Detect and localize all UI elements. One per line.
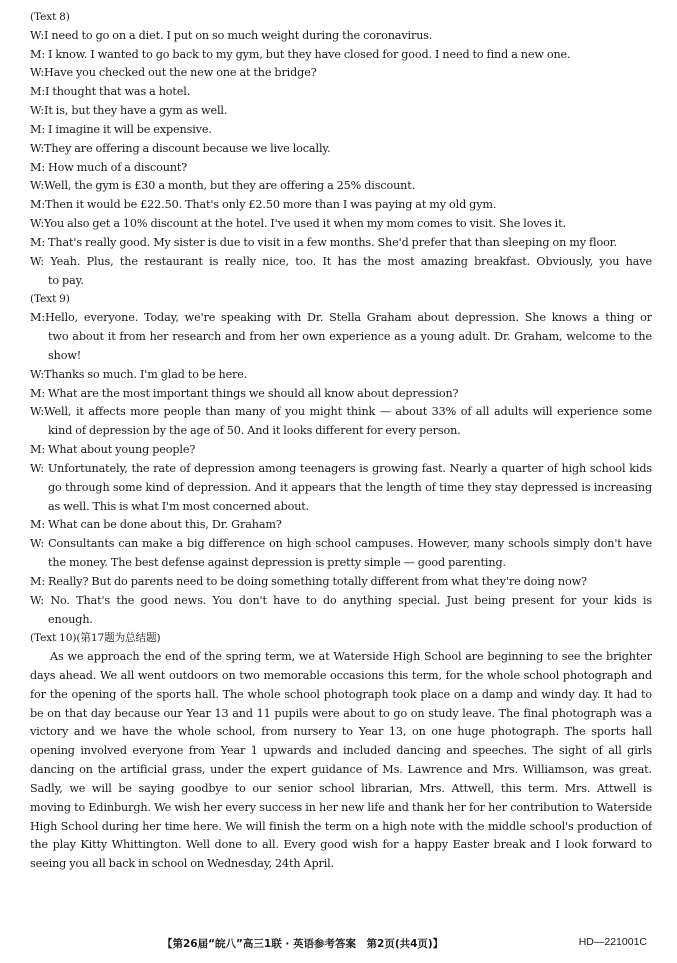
text8-heading: (Text 8) [30, 11, 70, 23]
text9-line: W:Well, it affects more people than many of you might think — about 33% of all adults will experience some [30, 405, 652, 419]
text9-line: kind of depression by the age of 50. And it looks different for every person. [48, 424, 461, 438]
text9-line: M:Hello, everyone. Today, we're speaking with Dr. Stella Graham about depression. She knows a thing or [30, 311, 652, 325]
text9-line: enough. [48, 612, 93, 626]
text10-line: victory and we have the whole school, from nursery to Year 13, on one huge photograph. The sports hall [30, 725, 652, 739]
text10-heading: (Text 10)(第17题为总结题) [30, 632, 161, 645]
text10-line: seeing you all back in school on Wednesday, 24th April. [30, 857, 335, 871]
text8-line: W: Yeah. Plus, the restaurant is really nice, too. It has the most amazing breakfast. Obviously, you have [30, 254, 652, 268]
text9-line: as well. This is what I'm most concerned about. [48, 499, 310, 513]
text9-line: M: Really? But do parents need to be doing something totally different from what they're doing now? [30, 574, 587, 588]
transcript-body [30, 8, 652, 874]
text9-line: show! [48, 348, 82, 362]
text8-line: W:Well, the gym is £30 a month, but they are offering a 25% discount. [30, 179, 416, 193]
text8-line: to pay. [48, 273, 84, 287]
text10-line: for the opening of the sports hall. The whole school photograph took place on a damp and windy day. It had to [30, 687, 652, 701]
text9-line: M: What can be done about this, Dr. Graham? [30, 518, 282, 532]
text10-line: opening involved everyone from Year 1 upwards and included dancing and speeches. The sight of all girls [30, 744, 652, 758]
text10-line: days ahead. We all went outdoors on two memorable occasions this term, for the whole school photograph and [30, 668, 652, 682]
text8-line: M: I know. I wanted to go back to my gym, but they have closed for good. I need to find a new one. [30, 47, 571, 61]
text10-line: be on that day because our Year 13 and 11 pupils were about to go on study leave. The final photograph was a [30, 706, 652, 720]
text10-line: As we approach the end of the spring term, we at Waterside High School are beginning to see the brighter [50, 650, 652, 664]
text9-line: W: No. That's the good news. You don't have to do anything special. Just being present for your kids is [30, 593, 652, 607]
text8-line: W:I need to go on a diet. I put on so much weight during the coronavirus. [30, 28, 433, 42]
page-footer [0, 936, 677, 952]
text9-line: W: Consultants can make a big difference on high school campuses. However, many schools simply don't have [30, 537, 652, 551]
text10-line: dancing on the artificial grass, under the expert guidance of Ms. Lawrence and Mrs. Williamson, was great. [30, 763, 652, 777]
footer-doc-code: HD—221001C [578, 936, 647, 948]
text8-line: W:They are offering a discount because we live locally. [30, 141, 331, 155]
text9-line: the money. The best defense against depression is pretty simple — good parenting. [48, 556, 506, 570]
text8-line: W:You also get a 10% discount at the hotel. I've used it when my mom comes to visit. She loves it. [30, 217, 566, 231]
text9-line: go through some kind of depression. And it appears that the length of time they stay depressed is increasing [48, 480, 652, 494]
text10-line: High School during her time here. We will finish the term on a high note with the middle school's production of [30, 819, 652, 833]
text8-line: W:Have you checked out the new one at the bridge? [30, 66, 317, 80]
text9-line: M: What are the most important things we should all know about depression? [30, 386, 459, 400]
text8-line: M:I thought that was a hotel. [30, 85, 191, 99]
text8-line: M: I imagine it will be expensive. [30, 122, 212, 136]
text9-line: M: What about young people? [30, 443, 196, 457]
text9-line: W:Thanks so much. I'm glad to be here. [30, 367, 248, 381]
text10-line: Sadly, we will be saying goodbye to our senior school librarian, Mrs. Attwell, this term. Mrs. Attwell is [30, 781, 652, 795]
text8-line: M:Then it would be £22.50. That's only £2.50 more than I was paying at my old gym. [30, 198, 497, 212]
text8-line: M: How much of a discount? [30, 160, 188, 174]
text9-heading: (Text 9) [30, 293, 70, 306]
text8-line: M: That's really good. My sister is due to visit in a few months. She'd prefer that than sleeping on my floor. [30, 235, 618, 249]
text10-line: moving to Edinburgh. We wish her every success in her new life and thank her for her contribution to Waterside [30, 800, 652, 814]
text8-line: W:It is, but they have a gym as well. [30, 104, 228, 118]
text9-line: W: Unfortunately, the rate of depression among teenagers is growing fast. Nearly a quarter of high school kids [30, 461, 652, 475]
text9-line: two about it from her research and from her own experience as a young adult. Dr. Graham, welcome to the [48, 330, 652, 344]
text10-line: the play Kitty Whittington. Well done to all. Every good wish for a happy Easter break and I look forward to [30, 838, 652, 852]
footer-page-info: 【第26届“皖八”高三1联 · 英语参考答案 第2页(共4页)】 [162, 938, 444, 950]
